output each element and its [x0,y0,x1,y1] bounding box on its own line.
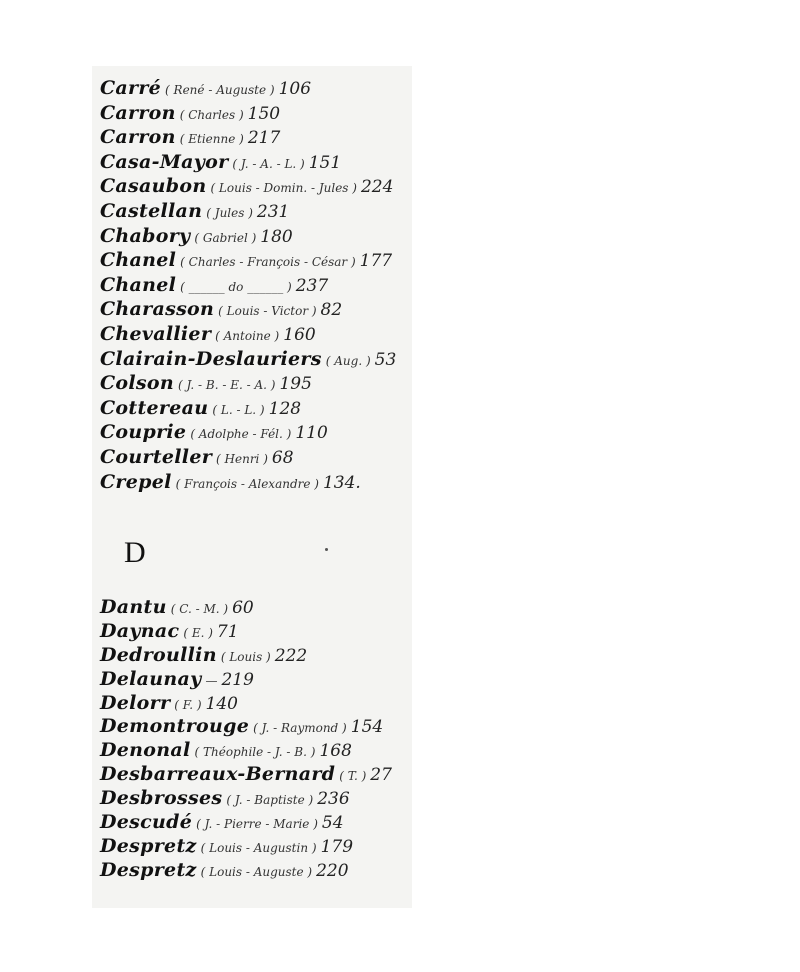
entry-given-names: ( Louis - Domin. - Jules ) [210,181,357,196]
entry-surname: Clairain-Deslauriers [100,347,322,370]
list-item [100,347,396,372]
list-item [100,273,396,298]
entry-surname: Charasson [100,298,215,321]
entry-page-number: 68 [271,447,294,468]
list-item [100,420,396,445]
entry-given-names: ( ______ do ______ ) [180,279,292,294]
entry-given-names: ( Louis - Augustin ) [200,840,317,855]
list-item [100,199,396,224]
section-d-list [100,596,392,883]
entry-surname: Demontrouge [100,715,250,738]
entry-given-names: ( F. ) [174,697,202,712]
entry-surname: Desbrosses [100,787,223,810]
entry-page-number: 151 [308,152,342,173]
entry-surname: Despretz [100,834,197,857]
entry-surname: Chabory [100,224,191,247]
entry-given-names: — [205,673,218,688]
list-item [100,396,396,421]
entry-surname: Castellan [100,199,203,222]
list-item [100,101,396,126]
entry-given-names: ( Théophile - J. - B. ) [194,745,316,760]
list-item [100,715,392,739]
entry-surname: Chanel [100,249,177,272]
entry-page-number: 231 [256,201,290,222]
entry-surname: Denonal [100,739,191,762]
list-item [100,620,392,644]
list-item [100,297,396,322]
entry-given-names: ( T. ) [339,769,367,784]
entry-page-number: 53 [374,349,397,370]
entry-surname: Dedroullin [100,643,217,666]
entry-given-names: ( Jules ) [206,205,253,220]
entry-page-number: 179 [320,836,354,857]
entry-given-names: ( Louis ) [220,649,271,664]
entry-given-names: ( J. - Baptiste ) [226,793,314,808]
list-item [100,835,392,859]
entry-given-names: ( Gabriel ) [194,230,257,245]
list-item [100,322,396,347]
entry-page-number: 220 [316,860,349,881]
ink-speck [325,548,328,551]
entry-page-number: 237 [295,275,329,296]
list-item [100,445,396,470]
entry-given-names: ( J. - Raymond ) [253,721,347,736]
list-item [100,739,392,763]
entry-given-names: ( Etienne ) [179,132,244,147]
list-item [100,692,392,716]
entry-page-number: 219 [221,669,254,690]
entry-page-number: 140 [205,693,238,714]
list-item [100,811,392,835]
entry-surname: Couprie [100,421,187,444]
entry-given-names: ( Aug. ) [325,353,371,368]
entry-given-names: ( François - Alexandre ) [175,476,319,491]
entry-given-names: ( Adolphe - Fél. ) [190,427,292,442]
entry-page-number: 180 [260,226,293,247]
list-item [100,224,396,249]
entry-given-names: ( C. - M. ) [170,602,229,616]
entry-surname: Delaunay [100,667,202,690]
entry-page-number: 71 [216,621,239,642]
entry-given-names: ( René - Auguste ) [165,83,275,97]
entry-given-names: ( Antoine ) [215,328,280,343]
list-item [100,668,392,692]
entry-page-number: 177 [359,251,393,272]
entry-surname: Chanel [100,273,177,296]
entry-given-names: ( J. - A. - L. ) [232,156,305,171]
entry-page-number: 110 [295,423,328,444]
entry-page-number: 195 [279,374,312,395]
entry-page-number: 128 [268,398,302,419]
entry-page-number: 236 [317,789,350,810]
entry-page-number: 224 [360,177,394,198]
list-item [100,248,396,273]
list-item [100,763,392,787]
entry-page-number: 150 [247,103,281,124]
section-letter-heading: D [124,536,146,569]
entry-surname: Carron [100,101,176,124]
entry-given-names: ( Louis - Auguste ) [200,864,313,879]
entry-page-number: 134. [322,472,361,493]
entry-surname: Despretz [100,858,197,881]
entry-given-names: ( Charles ) [179,107,244,122]
list-item [100,150,396,175]
list-item [100,76,396,101]
list-item [100,174,396,199]
entry-page-number: 217 [247,128,281,149]
list-item [100,371,396,396]
entry-given-names: ( Louis - Victor ) [218,304,317,319]
list-item [100,125,396,150]
list-item [100,787,392,811]
entry-surname: Courteller [100,445,213,468]
entry-surname: Descudé [100,811,193,834]
entry-page-number: 154 [350,717,384,738]
entry-surname: Carron [100,126,176,149]
list-item [100,859,392,883]
entry-surname: Carré [100,77,162,99]
entry-surname: Casaubon [100,175,207,198]
entry-surname: Casa-Mayor [100,150,229,173]
entry-given-names: ( J. - Pierre - Marie ) [196,817,318,832]
list-item [100,644,392,668]
entry-page-number: 106 [278,79,312,99]
entry-given-names: ( J. - B. - E. - A. ) [178,378,276,393]
entry-surname: Delorr [100,691,171,714]
entry-page-number: 60 [232,598,254,618]
entry-surname: Crepel [100,470,172,493]
entry-given-names: ( E. ) [183,625,213,640]
entry-surname: Chevallier [100,322,212,345]
entry-surname: Colson [100,372,174,395]
entry-surname: Cottereau [100,396,209,419]
entry-surname: Desbarreaux-Bernard [100,763,336,786]
section-c-list [100,76,396,494]
entry-page-number: 168 [319,741,352,762]
list-item [100,596,392,620]
entry-page-number: 54 [321,813,344,834]
entry-given-names: ( Henri ) [216,451,268,466]
entry-page-number: 160 [283,324,316,345]
entry-surname: Daynac [100,619,180,642]
list-item [100,470,396,495]
entry-page-number: 27 [370,765,392,786]
entry-given-names: ( L. - L. ) [212,402,265,417]
entry-surname: Dantu [100,596,167,618]
entry-page-number: 82 [320,300,343,321]
entry-page-number: 222 [274,645,308,666]
entry-given-names: ( Charles - François - César ) [180,255,356,270]
